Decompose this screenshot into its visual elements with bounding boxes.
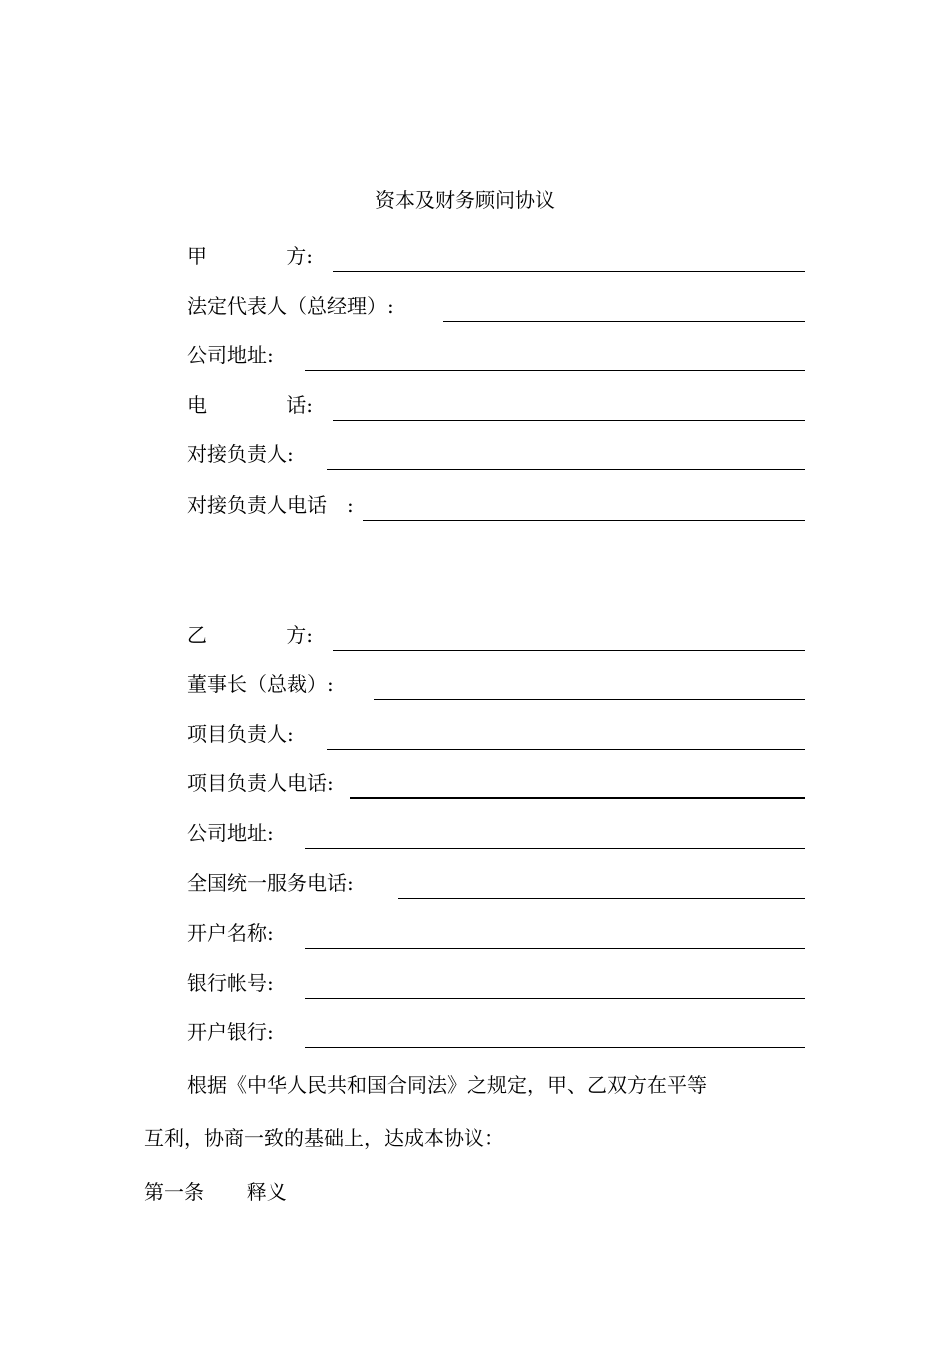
party-b-project-lead-field[interactable] [327, 749, 805, 750]
party-a-contact-phone-row [187, 491, 805, 521]
party-b-label-left: 乙 [187, 623, 207, 647]
party-b-account-name-row [187, 919, 805, 949]
party-b-address-row [187, 819, 805, 849]
party-a-phone-field[interactable] [333, 420, 805, 421]
intro-paragraph-line-2: 互利，协商一致的基础上，达成本协议： [144, 1126, 504, 1150]
party-b-chairman-row [187, 670, 805, 700]
party-a-phone-row [187, 391, 805, 421]
party-a-label-left: 甲 [187, 244, 207, 268]
party-b-account-name-label: 开户名称: [187, 921, 274, 945]
party-a-contact-phone-field[interactable] [363, 520, 805, 521]
party-a-contact-label: 对接负责人: [187, 442, 294, 466]
party-b-bank-field[interactable] [305, 1047, 805, 1048]
party-a-contact-row [187, 440, 805, 470]
party-a-phone-label-right: 话: [286, 393, 313, 417]
party-b-account-name-field[interactable] [305, 948, 805, 949]
party-a-name-field[interactable] [333, 271, 805, 272]
party-a-label-right: 方: [286, 244, 313, 268]
party-a-address-row [187, 341, 805, 371]
party-b-project-lead-phone-field[interactable] [350, 797, 805, 799]
party-b-project-lead-label: 项目负责人: [187, 722, 294, 746]
article-1-heading [144, 1178, 287, 1206]
party-a-legal-rep-label: 法定代表人（总经理）: [187, 294, 394, 318]
party-b-bank-label: 开户银行: [187, 1020, 274, 1044]
party-b-service-phone-label: 全国统一服务电话: [187, 871, 354, 895]
party-b-account-number-label: 银行帐号: [187, 971, 274, 995]
party-b-label-right: 方: [286, 623, 313, 647]
party-b-account-number-field[interactable] [305, 998, 805, 999]
party-b-project-lead-phone-row [187, 769, 805, 799]
party-a-name-row [187, 242, 805, 272]
party-b-service-phone-field[interactable] [398, 898, 805, 899]
party-a-legal-rep-field[interactable] [443, 321, 805, 322]
party-a-legal-rep-row [187, 292, 805, 322]
party-b-address-field[interactable] [305, 848, 805, 849]
party-a-phone-label-left: 电 [187, 393, 207, 417]
party-a-address-field[interactable] [305, 370, 805, 371]
party-b-project-lead-phone-label: 项目负责人电话: [187, 771, 334, 795]
party-b-label [187, 621, 313, 649]
party-b-account-number-row [187, 969, 805, 999]
party-a-contact-field[interactable] [327, 469, 805, 470]
party-b-service-phone-row [187, 869, 805, 899]
party-b-chairman-field[interactable] [374, 699, 805, 700]
party-b-address-label: 公司地址: [187, 821, 274, 845]
article-1-title: 释义 [246, 1180, 287, 1204]
party-a-phone-label [187, 391, 313, 419]
document-title: 资本及财务顾问协议 [375, 188, 555, 212]
party-b-bank-row [187, 1018, 805, 1048]
party-a-address-label: 公司地址: [187, 343, 274, 367]
party-b-name-field[interactable] [333, 650, 805, 651]
party-a-contact-phone-label: 对接负责人电话 : [187, 493, 354, 517]
article-1-number: 第一条 [144, 1180, 204, 1204]
party-a-label [187, 242, 313, 270]
party-b-name-row [187, 621, 805, 651]
intro-paragraph-line-1: 根据《中华人民共和国合同法》之规定，甲、乙双方在平等 [187, 1073, 707, 1097]
party-b-project-lead-row [187, 720, 805, 750]
party-b-chairman-label: 董事长（总裁）: [187, 672, 334, 696]
